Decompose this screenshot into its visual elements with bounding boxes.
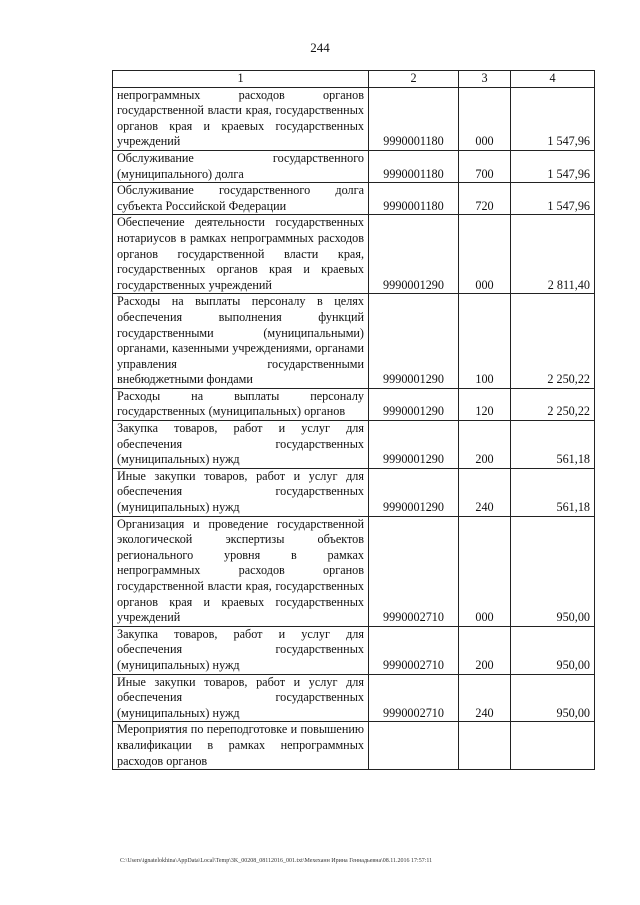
row-type: 720 [459, 183, 511, 215]
row-description: Обеспечение деятельности государственных нотариусов в рамках непрограммных расходов органов государственной власти края, государственных органов края и краевых государственных учреждений [113, 215, 369, 294]
header-cell-code: 2 [369, 71, 459, 88]
row-amount: 950,00 [511, 674, 595, 722]
row-description: Иные закупки товаров, работ и услуг для обеспечения государственных (муниципальных) нужд [113, 468, 369, 516]
table-row [113, 388, 595, 420]
row-code [369, 722, 459, 770]
row-amount: 561,18 [511, 468, 595, 516]
row-code: 9990002710 [369, 626, 459, 674]
row-type: 200 [459, 421, 511, 469]
row-type: 000 [459, 516, 511, 626]
row-amount: 1 547,96 [511, 150, 595, 182]
header-cell-amount: 4 [511, 71, 595, 88]
table-row [113, 294, 595, 389]
header-cell-type: 3 [459, 71, 511, 88]
row-code: 9990002710 [369, 674, 459, 722]
table-row [113, 468, 595, 516]
table-row [113, 516, 595, 626]
row-amount: 2 250,22 [511, 388, 595, 420]
row-amount: 950,00 [511, 626, 595, 674]
table-row [113, 421, 595, 469]
row-code: 9990001290 [369, 215, 459, 294]
row-amount: 1 547,96 [511, 87, 595, 150]
row-amount: 950,00 [511, 516, 595, 626]
row-description: Обслуживание государственного долга субъекта Российской Федерации [113, 183, 369, 215]
row-description: Иные закупки товаров, работ и услуг для обеспечения государственных (муниципальных) нужд [113, 674, 369, 722]
row-type: 700 [459, 150, 511, 182]
row-description: Закупка товаров, работ и услуг для обеспечения государственных (муниципальных) нужд [113, 626, 369, 674]
table-row [113, 674, 595, 722]
row-code: 9990001290 [369, 421, 459, 469]
row-type: 240 [459, 468, 511, 516]
header-cell-description: 1 [113, 71, 369, 88]
table-row [113, 626, 595, 674]
row-description: Расходы на выплаты персоналу государственных (муниципальных) органов [113, 388, 369, 420]
row-description: Мероприятия по переподготовке и повышению квалификации в рамках непрограммных расходов органов [113, 722, 369, 770]
table-row [113, 215, 595, 294]
row-type [459, 722, 511, 770]
table-row [113, 150, 595, 182]
row-code: 9990001180 [369, 183, 459, 215]
row-type: 240 [459, 674, 511, 722]
row-type: 200 [459, 626, 511, 674]
row-description: непрограммных расходов органов государственной власти края, государственных органов края и краевых государственных учреждений [113, 87, 369, 150]
row-type: 000 [459, 215, 511, 294]
row-description: Обслуживание государственного (муниципального) долга [113, 150, 369, 182]
row-code: 9990001180 [369, 150, 459, 182]
row-amount: 1 547,96 [511, 183, 595, 215]
row-description: Организация и проведение государственной экологической экспертизы объектов регионального уровня в рамках непрограммных расходов органов государственной власти края, государственных органов края и краевых государственных учреждений [113, 516, 369, 626]
row-amount: 2 250,22 [511, 294, 595, 389]
budget-table [112, 70, 595, 770]
row-type: 000 [459, 87, 511, 150]
row-amount: 2 811,40 [511, 215, 595, 294]
row-type: 100 [459, 294, 511, 389]
file-path-footer: C:\Users\ignatelokhina\AppData\Local\Temp\3K_00208_08112016_001.txt\Мехеханн Ирина Геннадьевна\08.11.2016 17:57:11 [120, 858, 433, 864]
page-number: 244 [310, 40, 330, 55]
row-amount [511, 722, 595, 770]
table-row [113, 183, 595, 215]
table-row [113, 722, 595, 770]
row-description: Расходы на выплаты персоналу в целях обеспечения выполнения функций государственными (муниципальными) органами, казенными учреждениями, органами управления государственными внебюджетными фондами [113, 294, 369, 389]
row-code: 9990001180 [369, 87, 459, 150]
row-code: 9990001290 [369, 294, 459, 389]
table-header-row [113, 71, 595, 88]
table-row [113, 87, 595, 150]
row-type: 120 [459, 388, 511, 420]
row-code: 9990002710 [369, 516, 459, 626]
row-amount: 561,18 [511, 421, 595, 469]
row-code: 9990001290 [369, 468, 459, 516]
row-code: 9990001290 [369, 388, 459, 420]
row-description: Закупка товаров, работ и услуг для обеспечения государственных (муниципальных) нужд [113, 421, 369, 469]
